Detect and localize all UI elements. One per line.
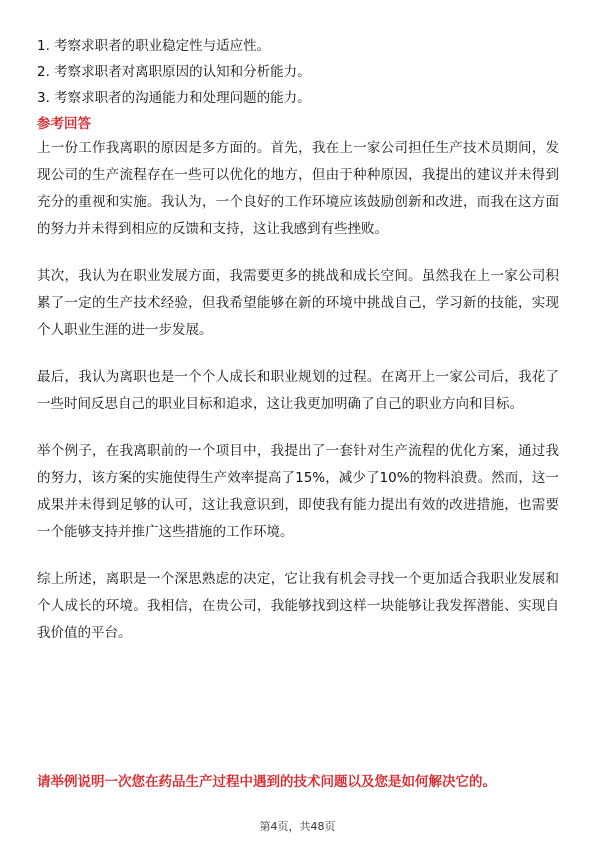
answer-paragraph: 举个例子，在我离职前的一个项目中，我提出了一套针对生产流程的优化方案，通过我的努力，该方案的实施使得生产效率提高了15%，减少了10%的物料浪费。然而，这一成果并未得到足够的认可，这让我意识到，即使我有能力提出有效的改进措施，也需要一个能够支持并推广这些措施的工作环境。 — [37, 443, 559, 540]
page-number: 第4页，共48页 — [259, 820, 336, 833]
answer-paragraph: 上一份工作我离职的原因是多方面的。首先，我在上一家公司担任生产技术员期间，发现公司的生产流程存在一些可以优化的地方，但由于种种原因，我提出的建议并未得到充分的重视和实施。我认为，一个良好的工作环境应该鼓励创新和改进，而我在这方面的努力并未得到相应的反馈和支持，这让我感到有些挫败。 — [37, 140, 559, 237]
answer-heading: 参考回答 — [37, 116, 91, 132]
answer-paragraph: 综上所述，离职是一个深思熟虑的决定，它让我有机会寻找一个更加适合我职业发展和个人成长的环境。我相信，在贵公司，我能够找到这样一块能够让我发挥潜能、实现自我价值的平台。 — [37, 571, 559, 641]
list-item: 2. 考察求职者对离职原因的认知和分析能力。 — [37, 64, 311, 80]
answer-paragraph: 最后，我认为离职也是一个个人成长和职业规划的过程。在离开上一家公司后，我花了一些时间反思自己的职业目标和追求，这让我更加明确了自己的职业方向和目标。 — [37, 369, 559, 412]
next-question: 请举例说明一次您在药品生产过程中遇到的技术问题以及您是如何解决它的。 — [37, 774, 496, 790]
list-item: 3. 考察求职者的沟通能力和处理问题的能力。 — [37, 90, 311, 106]
page-content — [37, 33, 559, 667]
list-item: 1. 考察求职者的职业稳定性与适应性。 — [37, 38, 271, 54]
answer-paragraph: 其次，我认为在职业发展方面，我需要更多的挑战和成长空间。虽然我在上一家公司积累了一定的生产技术经验，但我希望能够在新的环境中挑战自己，学习新的技能，实现个人职业生涯的进一步发展。 — [37, 268, 559, 338]
